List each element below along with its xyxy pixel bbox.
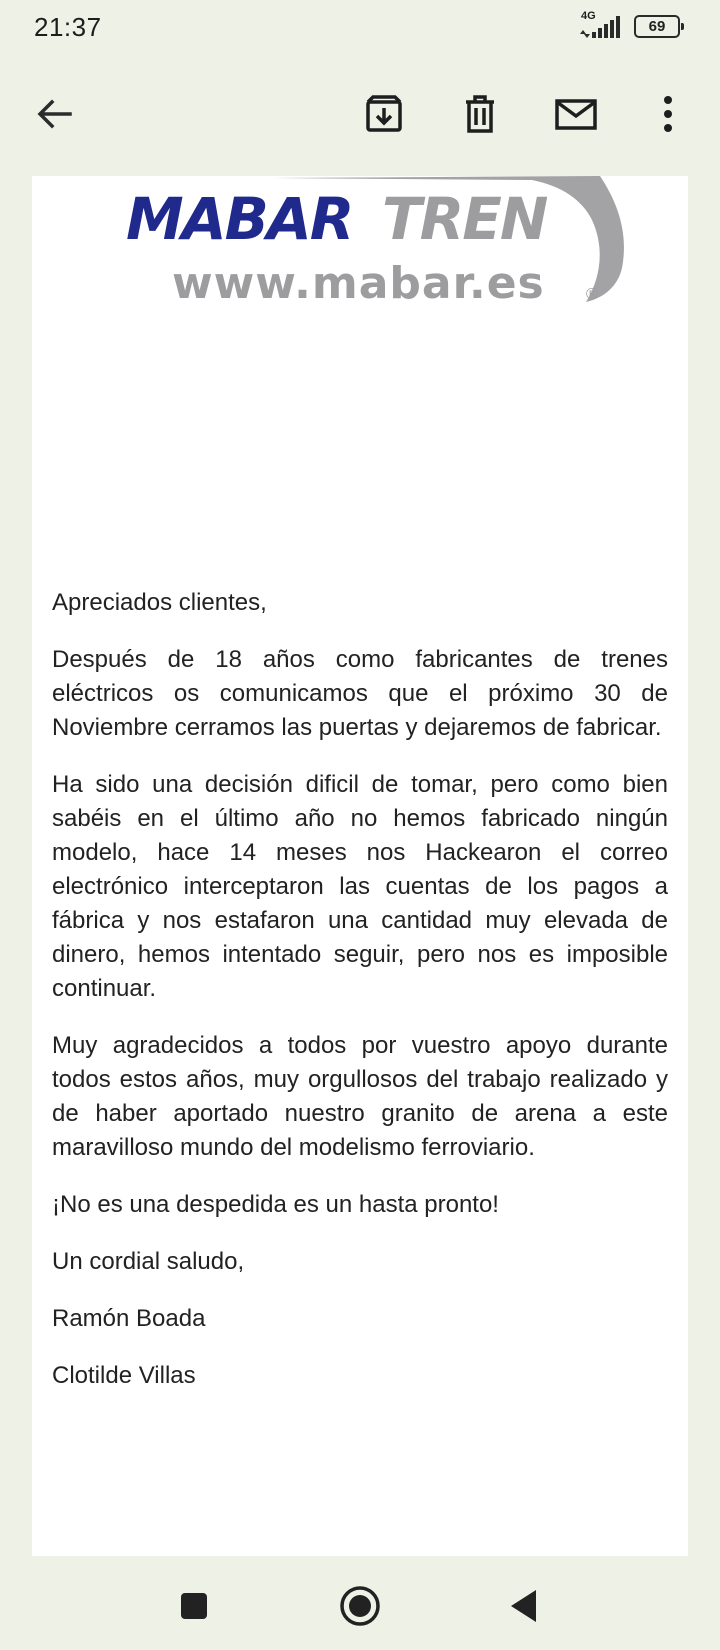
status-bar <box>0 0 720 56</box>
email-body <box>32 176 688 1556</box>
network-type: 4G <box>581 10 596 22</box>
archive-icon <box>364 94 404 134</box>
letter-paragraph-2: Ha sido una decisión dificil de tomar, pero como bien sabéis en el último año no hemos fabricado ningún modelo, hace 14 meses nos Hackearon el correo electrónico interceptaron las cuentas de los pagos a fábrica y nos estafaron una cantidad muy elevada de dinero, hemos intentado seguir, pero nos es imposible continuar. <box>52 771 668 1002</box>
trash-icon <box>460 94 500 134</box>
letter-closing-phrase: ¡No es una despedida es un hasta pronto! <box>52 1191 499 1218</box>
logo-brand-tren: TREN <box>382 185 547 253</box>
home-button[interactable] <box>330 1576 390 1636</box>
letter-paragraph-1: Después de 18 años como fabricantes de trenes eléctricos os comunicamos que el próximo 30 de Noviembre cerramos las puertas y dejaremos de fabricar. <box>52 646 668 741</box>
logo-url: www.mabar.es <box>172 258 545 309</box>
mark-unread-button[interactable] <box>546 84 606 144</box>
letter-salutation: Un cordial saludo, <box>52 1248 245 1275</box>
square-icon <box>179 1591 209 1621</box>
letter-greeting: Apreciados clientes, <box>52 589 267 616</box>
circle-icon <box>339 1585 381 1627</box>
back-button[interactable] <box>24 84 84 144</box>
mabartren-logo <box>92 176 652 316</box>
delete-button[interactable] <box>450 84 510 144</box>
battery-icon <box>634 15 680 38</box>
battery-level: 69 <box>648 18 666 35</box>
letter-text <box>52 586 668 1416</box>
signal-icon <box>578 12 626 40</box>
recents-button[interactable] <box>164 1576 224 1636</box>
more-options-button[interactable] <box>638 84 698 144</box>
registered-mark: ® <box>586 286 598 303</box>
letter-signature-1: Ramón Boada <box>52 1305 206 1332</box>
letter-signature-2: Clotilde Villas <box>52 1362 196 1389</box>
arrow-left-icon <box>34 94 74 134</box>
status-time: 21:37 <box>34 12 102 42</box>
email-toolbar <box>0 56 720 176</box>
mail-icon <box>554 94 598 134</box>
nav-back-button[interactable] <box>494 1576 554 1636</box>
more-vert-icon <box>662 94 674 134</box>
archive-button[interactable] <box>354 84 414 144</box>
letter-paragraph-3: Muy agradecidos a todos por vuestro apoyo durante todos estos años, muy orgullosos del trabajo realizado y de haber aportado nuestro granito de arena a este maravilloso mundo del modelismo ferroviario. <box>52 1032 668 1161</box>
triangle-back-icon <box>508 1588 540 1624</box>
system-nav-bar <box>0 1556 720 1650</box>
logo-brand-mabar: MABAR <box>126 185 353 253</box>
